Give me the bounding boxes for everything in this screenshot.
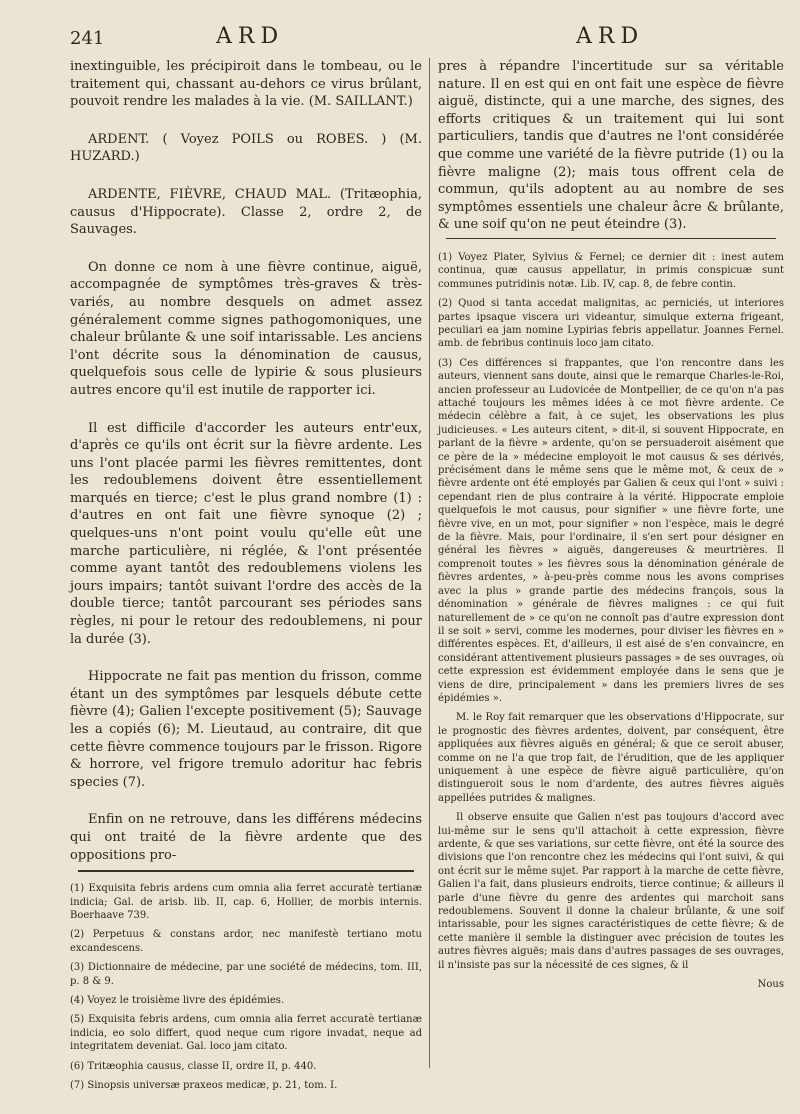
footnote: (1) Exquisita febris ardens cum omnia alia ferret accuratè tertianæ indicia; Gal. de arisb. lib. II, cap. 6, Hollier, de morbis internis. Boerhaave 739. xyxy=(70,883,422,921)
entry-ardent: ARDENT. ( Voyez POILS ou ROBES. ) (M. HUZARD.) xyxy=(70,131,422,165)
paragraph: inextinguible, les précipiroit dans le tombeau, ou le traitement qui, chassant au-dehors ce virus brûlant, pouvoit rendre les malades à la vie. (M. SAILLANT.) xyxy=(70,59,422,110)
footnote: (5) Exquisita febris ardens, cum omnia alia ferret accuratè tertianæ indicia, eo solo differt, quod neque cum rigore invadat, neque ad integritatem deveniat. Gal. loco jam citato. xyxy=(70,1014,422,1053)
column-divider xyxy=(429,58,430,1068)
footnote: (2) Quod si tanta accedat malignitas, ac perniciés, ut interiores partes ipsaque viscera uri videantur, simulque externa frigeant, peculiari ea jam nomine Lypirias febris appellatur. Joannes Fernel. amb. de febribus continuis loco jam citato. xyxy=(438,298,784,350)
paragraph: Hippocrate ne fait pas mention du frisson, comme étant un des symptômes par lesquels débute cette fièvre (4); Galien l'excepte positivement (5); Sauvage les a copiés (6); M. Lieutaud, au contraire, dit que cette fièvre commence toujours par le frisson. Rigore & horrore, vel frigore tremulo adoritur hac febris species (7). xyxy=(70,669,422,790)
paragraph: pres à répandre l'incertitude sur sa véritable nature. Il en est qui en ont fait une espèce de fièvre aiguë, distincte, qui a une marche, des signes, des efforts critiques & un traitement qui lui sont particuliers, tandis que d'autres ne l'ont considérée que comme une variété de la fièvre putride (1) ou la fièvre maligne (2); mais tous offrent cela de commun, qu'ils adoptent au au nombre de ses symptômes essentiels une chaleur âcre & brûlante, & une soif qu'on ne peut éteindre (3). xyxy=(438,59,784,233)
footnote-rule xyxy=(78,870,414,872)
footnotes-left xyxy=(70,882,422,1092)
left-column xyxy=(70,58,422,1098)
footnote: (7) Sinopsis universæ praxeos medicæ, p. 21, tom. I. xyxy=(70,1080,338,1092)
footnote: Il observe ensuite que Galien n'est pas toujours d'accord avec lui-même sur le sens qu'il attachoit à cette expression, fièvre ardente, & que ses variations, sur cette fièvre, ont été la source des divisions que l'on rencontre chez les médecins qui l'ont suivi, & qui ont écrit sur le même sujet. Par rapport à la marche de cette fièvre, Galien l'a fait, dans plusieurs endroits, tierce continue; & ailleurs il parle d'une fièvre du genre des ardentes qui marchoit sans redoublemens. Souvent il donne la chaleur brûlante, & une soif intarissable, pour les signes caractéristiques de cette fièvre; & de cette manière il semble la distinguer avec précision de toutes les autres fièvres aiguës; mais dans d'autres passages de ses ouvrages, il n'insiste pas sur la nécessité de ces signes, & il xyxy=(438,812,784,971)
footnote: (2) Perpetuus & constans ardor, nec manifestè tertiano motu excandescens. xyxy=(70,929,422,954)
paragraph: Enfin on ne retrouve, dans les différens médecins qui ont traité de la fièvre ardente que des oppositions pro- xyxy=(70,812,422,863)
running-head-right: ARD xyxy=(576,24,645,49)
catchword: Nous xyxy=(757,979,784,991)
footnote: (1) Voyez Plater, Sylvius & Fernel; ce dernier dit : inest autem continua, quæ causus appellatur, in primis conspicuæ sunt communes putridinis notæ. Lib. IV, cap. 8, de febre contin. xyxy=(438,251,784,290)
page-number: 241 xyxy=(70,28,105,49)
entry-ardente: ARDENTE, FIÈVRE, CHAUD MAL. (Tritæophia, causus d'Hippocrate). Classe 2, ordre 2, de Sauvages. xyxy=(70,186,422,238)
paragraph: On donne ce nom à une fièvre continue, aiguë, accompagnée de symptômes très-graves & très-variés, au nombre desquels on admet assez généralement comme signes pathogomoniques, une chaleur brûlante & une soif intarissable. Les anciens l'ont décrite sous la dénomination de causus, quelquefois sous celle de lypirie & sous plusieurs autres encore qu'il est inutile de rapporter ici. xyxy=(70,259,422,398)
paragraph: Il est difficile d'accorder les auteurs entr'eux, d'après ce qu'ils ont écrit sur la fièvre ardente. Les uns l'ont placée parmi les fièvres remittentes, dont les redoublemens doivent être essentiellement marqués en tierce; c'est le plus grand nombre (1) : d'autres en ont fait une fièvre synoque (2) ; quelques-uns n'ont point voulu qu'elle eût une marche particulière, ni réglée, & l'ont présentée comme ayant tantôt des redoublemens violens les jours impairs; tantôt suivant l'ordre des accès de la double tierce; tantôt parcourant ses périodes sans règles, ni pour le retour des redoublemens, ni pour la durée (3). xyxy=(70,420,422,647)
footnote: (3) Dictionnaire de médecine, par une société de médecins, tom. III, p. 8 & 9. xyxy=(70,962,422,987)
footnote: (6) Tritæophia causus, classe II, ordre II, p. 440. xyxy=(70,1060,317,1072)
right-column xyxy=(438,58,784,997)
footnotes-right xyxy=(438,251,784,992)
footnote: (3) Ces différences si frappantes, que l'on rencontre dans les auteurs, viennent sans doute, ainsi que le remarque Charles-le-Roi, ancien professeur au Ludovicée de Montpellier, de ce qu'on n'a pas attaché toujours les mêmes idées à ce mot fièvre ardente. Ce médecin célèbre a fait, à ce sujet, les observations les plus judicieuses. « Les auteurs citent, » dit-il, si souvent Hippocrate, en parlant de la fièvre » ardente, qu'on se persuaderoit aisément que ce père de la » médecine employoit le mot causus & ses dérivés, précisément dans le même sens que le même mot, & ceux de » fièvre ardente ont été employés par Galien & ceux qui l'ont » suivi : cependant rien de plus contraire à la vérité. Hippocrate emploie quelquefois le mot causus, pour signifier » une fièvre forte, une fièvre vive, en un mot, pour signifier » non l'espèce, mais le degré de la fièvre. Mais, pour l'ordinaire, il s'en sert pour désigner en général les fièvres » aiguës, dangereuses & meurtrières. Il comprenoit toutes » les fièvres sous la dénomination générale de fièvres ardentes, » à-peu-près comme nous les avons comprises avec la plus » grande partie des médecins françois, sous la dénomination » générale de fièvres malignes : ce qui fuit naturellement de » ce qu'on ne connoît pas d'autre expression dont il se soit » servi, comme les modernes, pour diviser les fièvres en » différentes espèces. Et, d'ailleurs, il est aisé de s'en convaincre, en considérant attentivement plusieurs passages » de ses ouvrages, où cette expression est évidemment employée dans le sens que je viens de dire, principalement » dans les premiers livres de ses épidémies ». xyxy=(438,357,784,704)
footnote: M. le Roy fait remarquer que les observations d'Hippocrate, sur le prognostic des fièvres ardentes, doivent, par conséquent, être appliquées aux fièvres aiguës en général; & que ce seroit abuser, comme on ne l'a que trop fait, de l'érudition, que de les appliquer uniquement à une espèce de fièvre aiguë particulière, qu'on distingueroit sous le nom d'ardente, des autres fièvres aiguës appellées putrides & malignes. xyxy=(438,712,784,804)
footnote: (4) Voyez le troisième livre des épidémies. xyxy=(70,995,285,1006)
footnote-rule xyxy=(446,238,776,239)
running-head-left: ARD xyxy=(216,24,285,49)
